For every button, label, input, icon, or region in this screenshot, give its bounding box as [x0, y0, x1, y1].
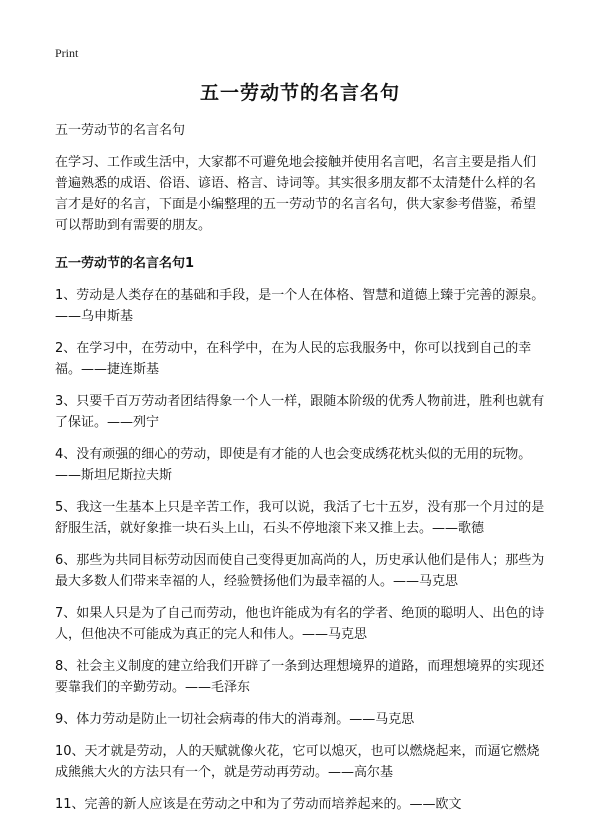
quote-item: 9、体力劳动是防止一切社会病毒的伟大的消毒剂。——马克思 [55, 712, 415, 727]
quote-item: 6、那些为共同目标劳动因而使自己变得更加高尚的人，历史承认他们是伟人；那些为最大多数人们带来幸福的人，经验赞扬他们为最幸福的人。——马克思 [55, 553, 545, 589]
quote-item: 10、天才就是劳动，人的天赋就像火花，它可以熄灭，也可以燃烧起来，而逼它燃烧成熊熊大火的方法只有一个，就是劳动再劳动。——高尔基 [55, 744, 540, 780]
quote-item: 8、社会主义制度的建立给我们开辟了一条到达理想境界的道路，而理想境界的实现还要靠我们的辛勤劳动。——毛泽东 [55, 659, 545, 695]
quote-item: 3、只要千百万劳动者团结得象一个人一样，跟随本阶级的优秀人物前进，胜利也就有了保证。——列宁 [55, 394, 545, 430]
page-title: 五一劳动节的名言名句 [199, 82, 400, 104]
print-link[interactable]: Print [55, 46, 79, 60]
article-subtitle: 五一劳动节的名言名句 [55, 123, 186, 138]
quote-item: 7、如果人只是为了自己而劳动，他也许能成为有名的学者、绝顶的聪明人、出色的诗人，但他决不可能成为真正的完人和伟人。——马克思 [55, 606, 545, 642]
intro-paragraph: 在学习、工作或生活中，大家都不可避免地会接触并使用名言吧，名言主要是指人们普遍熟悉的成语、俗语、谚语、格言、诗词等。其实很多朋友都不太清楚什么样的名言才是好的名言，下面是小编整理的五一劳动节的名言名句，供大家参考借鉴，希望可以帮助到有需要的朋友。 [55, 155, 537, 233]
quote-item: 1、劳动是人类存在的基础和手段，是一个人在体格、智慧和道德上臻于完善的源泉。——乌申斯基 [55, 288, 545, 324]
quote-item: 11、完善的新人应该是在劳动之中和为了劳动而培养起来的。——欧文 [55, 797, 462, 812]
quote-item: 5、我这一生基本上只是辛苦工作，我可以说，我活了七十五岁，没有那一个月过的是舒服生活，就好象推一块石头上山，石头不停地滚下来又推上去。——歌德 [55, 500, 545, 536]
section-heading: 五一劳动节的名言名句1 [55, 256, 195, 271]
quote-item: 2、在学习中，在劳动中，在科学中，在为人民的忘我服务中，你可以找到自己的幸福。——捷连斯基 [55, 341, 532, 377]
quote-item: 4、没有顽强的细心的劳动，即使是有才能的人也会变成绣花枕头似的无用的玩物。——斯坦尼斯拉夫斯 [55, 447, 532, 483]
article-body [55, 120, 547, 826]
